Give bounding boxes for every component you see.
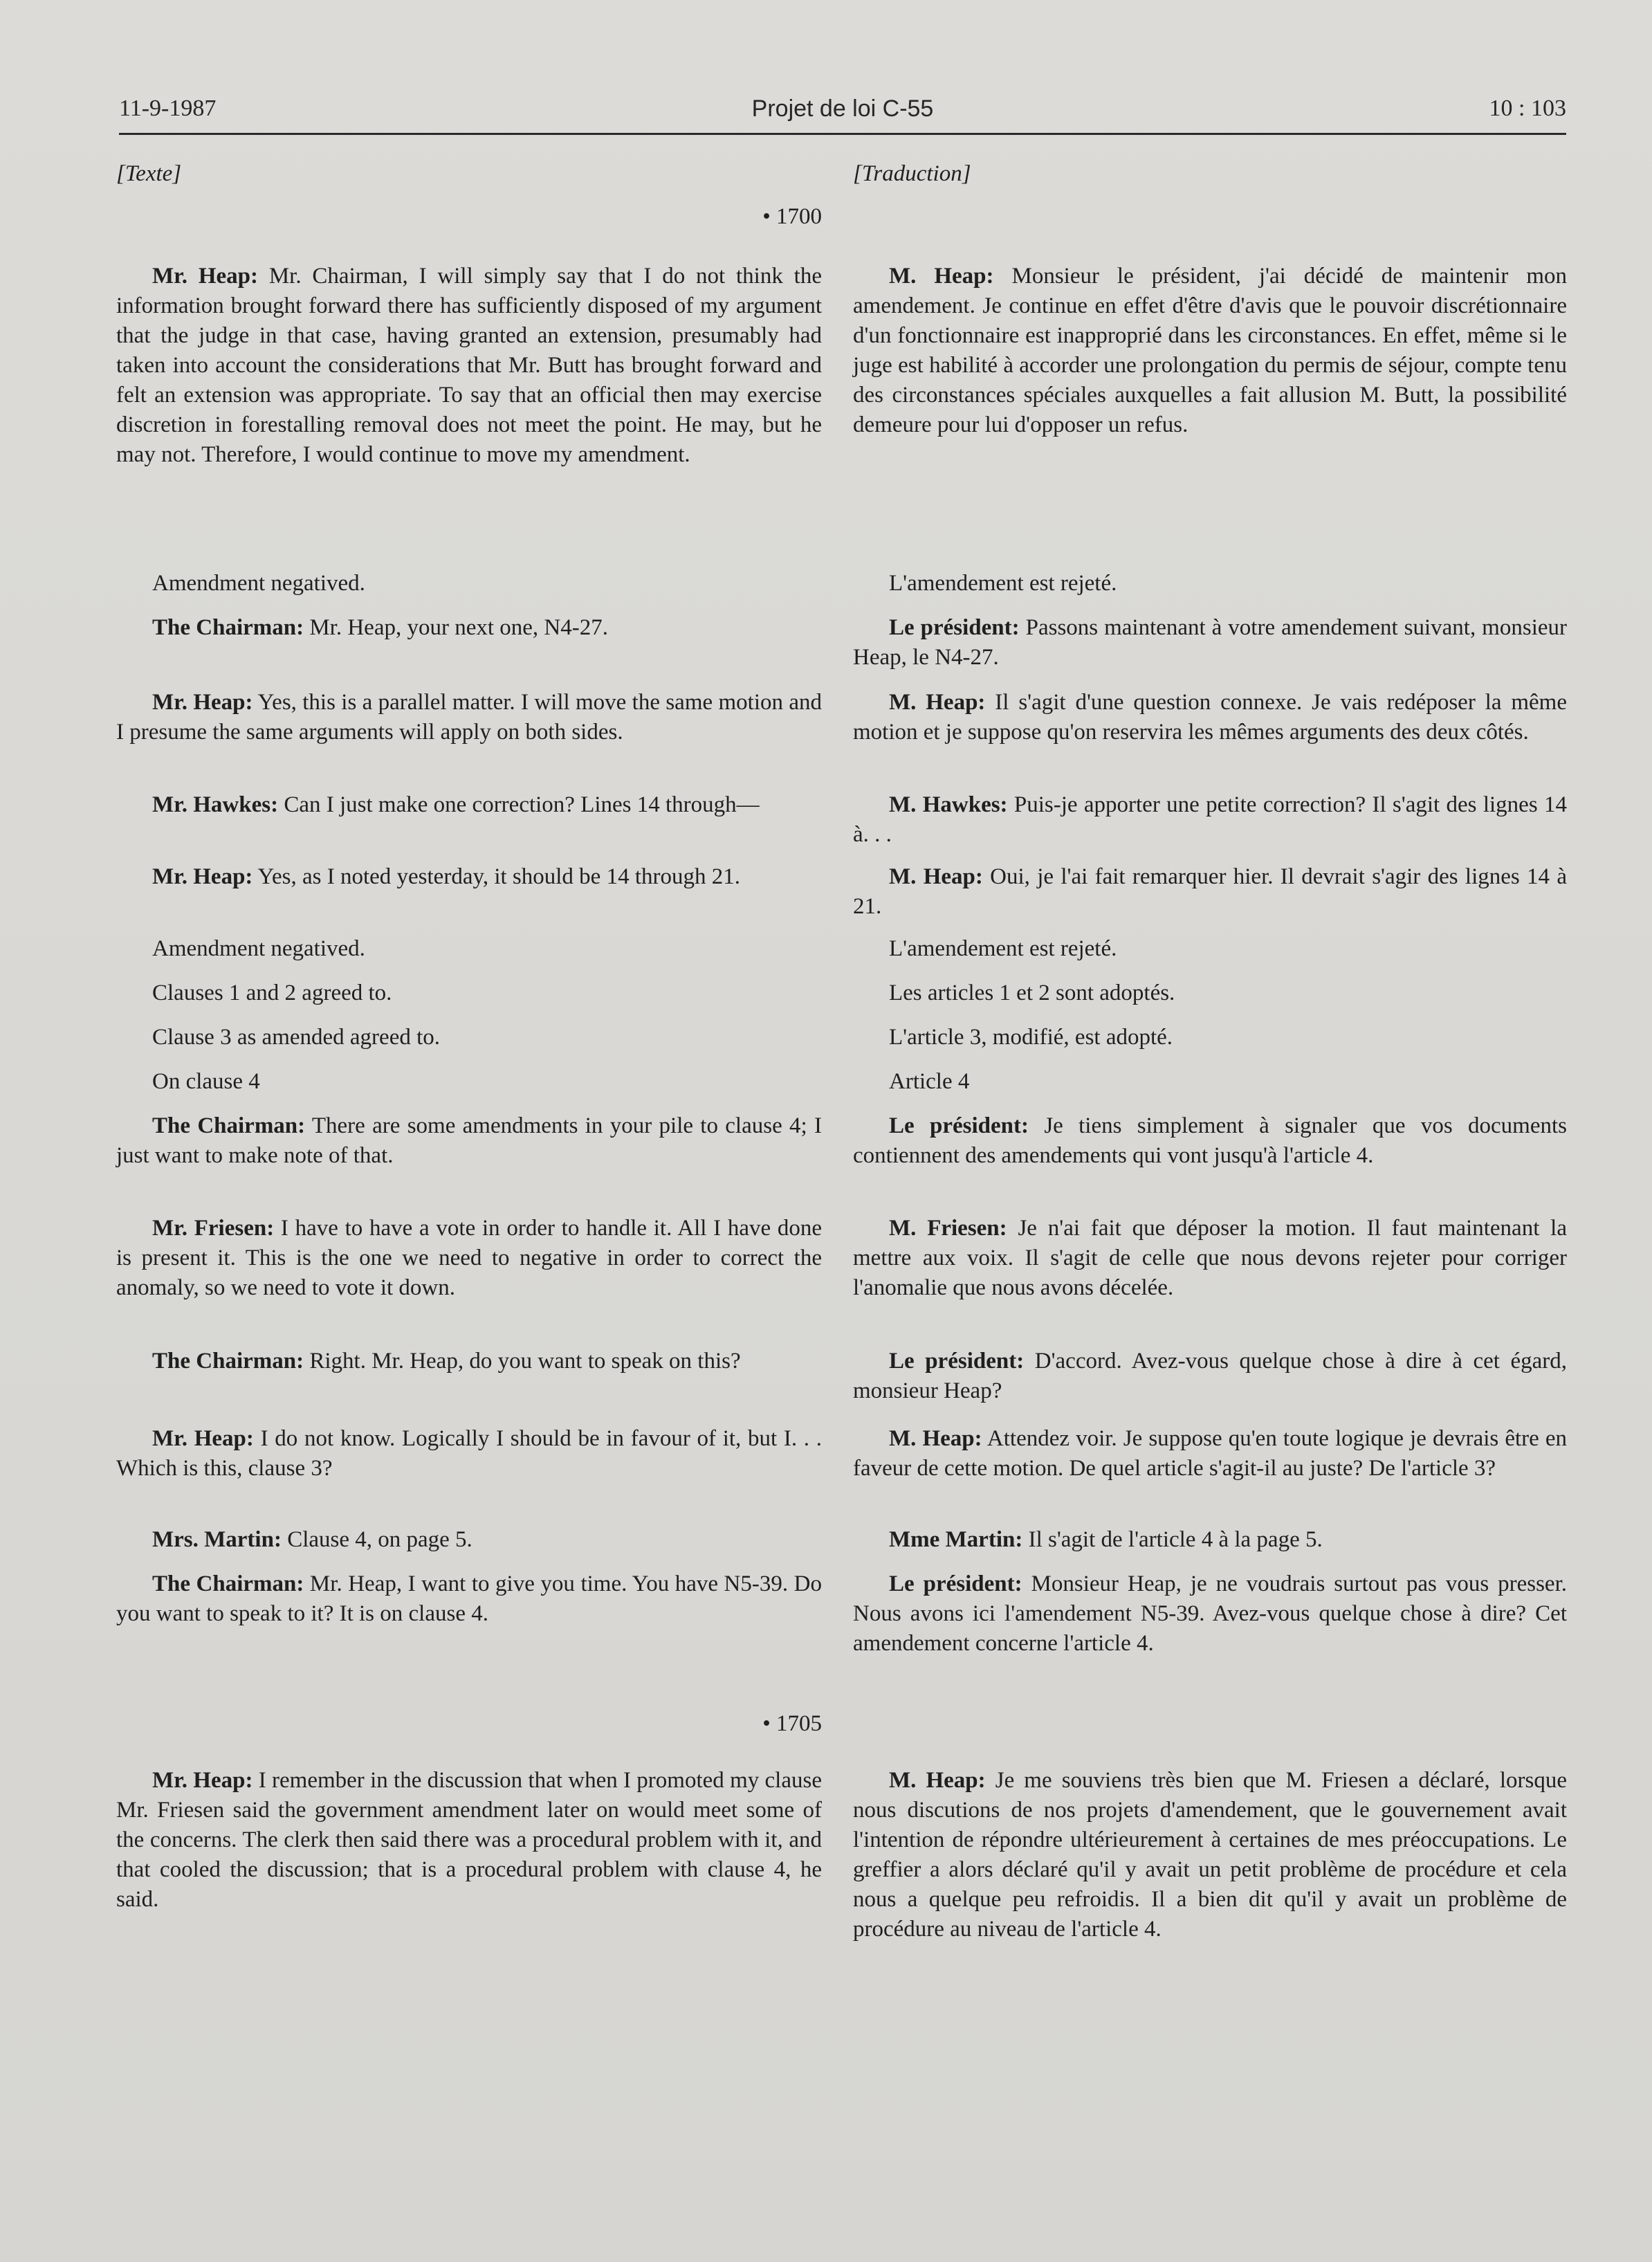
paragraph xyxy=(116,1111,822,1171)
speaker-name: Mr. Friesen: xyxy=(152,1216,275,1241)
paragraph xyxy=(116,978,822,1008)
paragraph-text: Clause 4, on page 5. xyxy=(281,1527,472,1552)
paragraph xyxy=(853,688,1567,747)
speaker-name: Le président: xyxy=(889,1571,1022,1596)
paragraph xyxy=(853,1111,1567,1171)
paragraph xyxy=(116,1766,822,1915)
speaker-name: The Chairman: xyxy=(152,1349,304,1374)
french-column xyxy=(853,159,1567,1942)
paragraph-text: There are some amendments in your pile to clause 4; I just want to make note of that. xyxy=(116,1113,823,1168)
speaker-name: The Chairman: xyxy=(152,1571,304,1596)
paragraph-text: D'accord. Avez-vous quelque chose à dire à cet égard, monsieur Heap? xyxy=(853,1349,1567,1403)
speaker-name: Mr. Heap: xyxy=(152,1426,254,1451)
paragraph-text: Il s'agit de l'article 4 à la page 5. xyxy=(1022,1527,1323,1552)
paragraph xyxy=(116,790,822,820)
speaker-name: Mme Martin: xyxy=(889,1527,1023,1552)
paragraph xyxy=(116,613,822,643)
paragraph xyxy=(116,1569,822,1629)
speaker-name: Mr. Heap: xyxy=(152,864,253,889)
paragraph xyxy=(116,262,822,470)
paragraph xyxy=(116,688,822,747)
header-page-number: 10 : 103 xyxy=(1489,95,1566,121)
paragraph xyxy=(853,1214,1567,1303)
paragraph xyxy=(853,569,1567,599)
speaker-name: M. Heap: xyxy=(889,864,983,889)
paragraph-text: Mr. Heap, your next one, N4-27. xyxy=(304,615,609,640)
speaker-name: Le président: xyxy=(889,615,1020,640)
english-column xyxy=(116,159,823,1912)
time-stamp: • 1700 xyxy=(762,204,822,229)
paragraph xyxy=(116,1347,822,1376)
paragraph-text: L'amendement est rejeté. xyxy=(889,571,1117,596)
speaker-name: The Chairman: xyxy=(152,615,304,640)
paragraph-text: Attendez voir. Je suppose qu'en toute logique je devrais être en faveur de cette motion. De quel article s'agit-il au juste? De l'article 3? xyxy=(853,1426,1567,1481)
speaker-name: M. Heap: xyxy=(889,1768,986,1793)
paragraph xyxy=(853,1569,1567,1659)
paragraph-text: Mr. Heap, I want to give you time. You have N5-39. Do you want to speak to it? It is on clause 4. xyxy=(116,1571,822,1626)
paragraph-text: Je tiens simplement à signaler que vos documents contiennent des amendements qui vont jusqu'à l'article 4. xyxy=(853,1113,1567,1168)
header-rule xyxy=(119,133,1566,135)
paragraph-text: I have to have a vote in order to handle it. All I have done is present it. This is the one we need to negative in order to correct the anomaly, so we need to vote it down. xyxy=(116,1216,822,1300)
paragraph-text: Amendment negatived. xyxy=(152,936,365,961)
speaker-name: Mrs. Martin: xyxy=(152,1527,282,1552)
speaker-name: Mr. Heap: xyxy=(152,690,253,715)
paragraph-text: Yes, as I noted yesterday, it should be 14 through 21. xyxy=(253,864,740,889)
paragraph-text: Les articles 1 et 2 sont adoptés. xyxy=(889,980,1175,1005)
paragraph-text: On clause 4 xyxy=(152,1069,260,1094)
running-head xyxy=(119,95,1566,131)
paragraph xyxy=(853,862,1567,922)
speaker-name: Le président: xyxy=(889,1113,1029,1138)
paragraph xyxy=(116,1023,822,1052)
paragraph-text: Passons maintenant à votre amendement suivant, monsieur Heap, le N4-27. xyxy=(853,615,1567,670)
paragraph xyxy=(853,1067,1567,1097)
paragraph-text: I remember in the discussion that when I promoted my clause Mr. Friesen said the government amendment later on would meet some of the concerns. The clerk then said there was a procedural problem with it, and that cooled the discussion; that is a procedural problem with clause 4, he said. xyxy=(116,1768,822,1912)
column-tag: [Traduction] xyxy=(853,161,971,186)
paragraph xyxy=(116,1424,822,1484)
paragraph-text: Can I just make one correction? Lines 14 through— xyxy=(278,792,760,817)
paragraph-text: Monsieur Heap, je ne voudrais surtout pas vous presser. Nous avons ici l'amendement N5-39. Avez-vous quelque chose à dire? Cet amendement concerne l'article 4. xyxy=(853,1571,1567,1656)
paragraph-text: Yes, this is a parallel matter. I will move the same motion and I presume the same arguments will apply on both sides. xyxy=(116,690,822,745)
paragraph xyxy=(853,934,1567,964)
paragraph-text: L'article 3, modifié, est adopté. xyxy=(889,1025,1173,1050)
paragraph xyxy=(853,1023,1567,1052)
paragraph-text: Mr. Chairman, I will simply say that I do not think the information brought forward there has sufficiently disposed of my argument that the judge in that case, having granted an extension, presumably had taken into account the considerations that Mr. Butt has brought forward and felt an extension was appropriate. To say that an official then may exercise discretion in forestalling removal does not meet the point. He may, but he may not. Therefore, I would continue to move my amendment. xyxy=(116,264,822,467)
paragraph xyxy=(853,790,1567,850)
paragraph xyxy=(853,262,1567,440)
time-stamp: • 1705 xyxy=(762,1711,822,1736)
speaker-name: The Chairman: xyxy=(152,1113,306,1138)
speaker-name: Le président: xyxy=(889,1349,1025,1374)
paragraph xyxy=(853,1424,1567,1484)
paragraph-text: Oui, je l'ai fait remarquer hier. Il devrait s'agir des lignes 14 à 21. xyxy=(853,864,1567,919)
paragraph xyxy=(116,1214,822,1303)
paragraph-text: Je me souviens très bien que M. Friesen a déclaré, lorsque nous discutions de nos projets d'amendement, que le gouvernement avait l'intention de répondre ultérieurement à certaines de mes préoccupations. Le greffier a alors déclaré qu'il y avait un petit problème de procédure et cela nous a quelque peu refroidis. Il a bien dit qu'il y avait un problème de procédure au niveau de l'article 4. xyxy=(853,1768,1567,1942)
paragraph xyxy=(116,569,822,599)
paragraph-text: Clauses 1 and 2 agreed to. xyxy=(152,980,392,1005)
paragraph-text: I do not know. Logically I should be in favour of it, but I. . . Which is this, clause 3? xyxy=(116,1426,822,1481)
paragraph-text: Clause 3 as amended agreed to. xyxy=(152,1025,441,1050)
column-tag: [Texte] xyxy=(116,161,182,186)
paragraph-text: Il s'agit d'une question connexe. Je vais redéposer la même motion et je suppose qu'on reservira les mêmes arguments des deux côtés. xyxy=(853,690,1567,745)
speaker-name: M. Heap: xyxy=(889,1426,982,1451)
speaker-name: M. Hawkes: xyxy=(889,792,1008,817)
paragraph-text: Puis-je apporter une petite correction? Il s'agit des lignes 14 à. . . xyxy=(853,792,1567,847)
paragraph xyxy=(853,613,1567,673)
paragraph xyxy=(853,1766,1567,1944)
header-date: 11-9-1987 xyxy=(119,95,217,121)
paragraph-text: Right. Mr. Heap, do you want to speak on this? xyxy=(304,1349,741,1374)
paragraph xyxy=(853,1525,1567,1555)
speaker-name: Mr. Heap: xyxy=(152,264,258,289)
speaker-name: Mr. Hawkes: xyxy=(152,792,279,817)
paragraph xyxy=(116,934,822,964)
speaker-name: M. Heap: xyxy=(889,690,986,715)
header-title: Projet de loi C-55 xyxy=(751,95,934,122)
speaker-name: M. Friesen: xyxy=(889,1216,1007,1241)
paragraph xyxy=(853,978,1567,1008)
paragraph xyxy=(116,862,822,892)
speaker-name: Mr. Heap: xyxy=(152,1768,253,1793)
paragraph xyxy=(116,1525,822,1555)
paragraph xyxy=(116,1067,822,1097)
paragraph-text: Article 4 xyxy=(889,1069,970,1094)
paragraph-text: Monsieur le président, j'ai décidé de maintenir mon amendement. Je continue en effet d'être d'avis que le pouvoir discrétionnaire d'un fonctionnaire est inapproprié dans les circonstances. En effet, même si le juge est habilité à accorder une prolongation du permis de séjour, compte tenu des circonstances spéciales auxquelles a fait allusion M. Butt, la possibilité demeure pour lui d'opposer un refus. xyxy=(853,264,1567,437)
paragraph xyxy=(853,1347,1567,1406)
paragraph-text: L'amendement est rejeté. xyxy=(889,936,1117,961)
paragraph-text: Je n'ai fait que déposer la motion. Il faut maintenant la mettre aux voix. Il s'agit de celle que nous devons rejeter pour corriger l'anomalie que nous avons décelée. xyxy=(853,1216,1567,1300)
paragraph-text: Amendment negatived. xyxy=(152,571,365,596)
speaker-name: M. Heap: xyxy=(889,264,994,289)
